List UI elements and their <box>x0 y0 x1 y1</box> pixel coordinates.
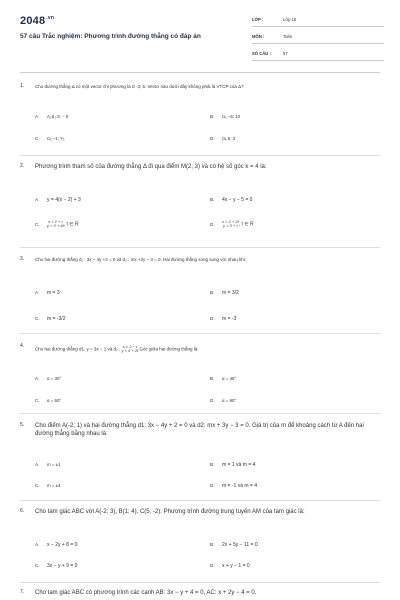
option-d[interactable] <box>210 316 236 322</box>
option-text: m = 1 và m = 4 <box>222 462 256 468</box>
question-divider <box>20 413 380 414</box>
system-line-top: x = 2 + 2t <box>222 219 239 224</box>
logo-main: 2048 <box>20 15 46 27</box>
option-text: α = 90° <box>222 398 237 403</box>
option-c[interactable] <box>35 563 77 569</box>
option-key: C. <box>35 398 40 403</box>
option-text: m = -3/2 <box>47 316 66 322</box>
question-7 <box>20 589 382 600</box>
question-number: 1. <box>20 83 25 89</box>
question-divider <box>20 500 380 501</box>
param-system <box>47 220 64 228</box>
option-text: m = ±4 <box>47 483 61 488</box>
question-5 <box>20 422 382 497</box>
meta-key: LỚP : <box>252 17 264 22</box>
option-key: D. <box>210 398 215 403</box>
option-key: D. <box>210 316 215 321</box>
option-text: u⃗₂ −1; ⁵⁄₃ <box>47 136 65 141</box>
option-text: m = ±1 <box>47 462 61 467</box>
meta-row-subject <box>252 31 384 44</box>
option-c[interactable] <box>35 316 65 322</box>
option-key: C. <box>35 221 40 227</box>
option-text: m = -3 <box>222 316 237 322</box>
header-divider <box>20 72 380 73</box>
meta-row-class <box>252 14 384 27</box>
question-1 <box>20 83 382 153</box>
option-c[interactable] <box>35 220 79 228</box>
option-text: m = 3 <box>47 290 60 296</box>
meta-key: SỐ CÂU : <box>252 51 271 56</box>
option-key: A. <box>35 114 40 119</box>
system-line-bottom: y = 5 + 2t <box>121 348 139 354</box>
page-title: 57 câu Trắc nghiệm: Phương trình đường thẳng có đáp án <box>20 33 201 40</box>
question-text: Cho tam giác ABC với A(-2; 3), B(1; 4), C(5; -2). Phương trình đường trung tuyến AM của tam giác là: <box>35 509 305 515</box>
option-c[interactable] <box>35 136 65 142</box>
option-a[interactable] <box>35 462 61 467</box>
option-text: m = 3/2 <box>222 290 239 296</box>
question-text: Cho tam giác ABC có phương trình các cạnh AB: 3x − y + 4 = 0, AC: x + 2y − 4 = 0, <box>35 590 257 596</box>
question-divider <box>20 247 380 248</box>
option-key: A. <box>35 197 40 202</box>
option-d[interactable] <box>210 483 257 489</box>
option-tail: , t ∈ R <box>63 221 79 228</box>
option-text: 3x − y + 9 = 0 <box>47 563 78 569</box>
logo-suffix: .vn <box>46 15 55 21</box>
option-d[interactable] <box>210 398 236 403</box>
option-text: α = 30° <box>47 376 62 381</box>
meta-value: Toán <box>283 34 293 39</box>
question-6 <box>20 508 382 580</box>
question-2 <box>20 163 382 243</box>
option-key: D. <box>210 136 215 141</box>
option-b[interactable] <box>210 462 255 468</box>
option-text: 4x − y − 5 = 0 <box>222 197 253 203</box>
option-key: B. <box>210 197 215 202</box>
meta-panel <box>252 14 384 65</box>
param-system <box>122 345 139 353</box>
param-system <box>222 220 239 228</box>
system-line-bottom: y = 3 + 4t <box>47 223 64 229</box>
option-text: y = 4(x − 2) + 3 <box>47 197 81 203</box>
option-key: C. <box>35 136 40 141</box>
meta-row-count <box>252 48 384 61</box>
option-key: C. <box>35 563 40 568</box>
option-text: A₂u⃗₁ 3; − 5 <box>47 114 69 119</box>
option-key: C. <box>35 483 40 488</box>
option-key: B. <box>210 462 215 467</box>
option-text: m = -1 và m = 4 <box>222 483 258 489</box>
option-text: u⃗₄ 5; 3 <box>222 136 236 141</box>
question-number: 7. <box>20 589 25 595</box>
option-b[interactable] <box>210 290 239 296</box>
option-a[interactable] <box>35 290 60 296</box>
option-b[interactable] <box>210 197 252 203</box>
page-header <box>0 0 400 80</box>
option-key: A. <box>35 376 40 381</box>
question-text: Cho điểm A(-2; 1) và hai đường thẳng d1: 3x − 4y + 2 = 0 và d2: mx + 3y − 3 = 0. Giá trị của m để khoảng cách từ A đến hai đường thẳng bằng nhau là: <box>35 423 364 438</box>
option-a[interactable] <box>35 542 77 548</box>
option-key: A. <box>35 462 40 467</box>
option-key: D. <box>210 563 215 568</box>
option-text: x − 2y + 8 = 0 <box>47 542 78 548</box>
option-text: 2x + 5y − 11 = 0 <box>222 542 258 548</box>
question-text <box>35 345 380 354</box>
site-logo[interactable] <box>20 15 54 27</box>
question-text: Cho đường thẳng Δ có một vectơ chỉ phương là u⃗ -3; 5. Vectơ nào dưới đây không phải là VTCP của Δ? <box>35 84 244 89</box>
system-line-top: x = 2 + t <box>48 219 63 224</box>
option-key: B. <box>210 114 215 119</box>
option-b[interactable] <box>210 114 240 120</box>
option-key: B. <box>210 376 215 381</box>
question-3 <box>20 256 382 328</box>
question-divider <box>20 582 380 583</box>
option-a[interactable] <box>35 376 61 381</box>
option-key: A. <box>35 290 40 295</box>
question-text-after: Góc giữa hai đường thẳng là: <box>139 346 199 352</box>
option-text: u⃗₃ −6; 10 <box>222 114 241 119</box>
meta-key: MÔN : <box>252 34 265 39</box>
system-line-top: x = 2 − t <box>122 344 138 349</box>
option-a[interactable] <box>35 197 81 203</box>
question-text-before: Cho hai đường thẳng d1: y = 3x − 1 và d₂ : <box>35 346 121 352</box>
question-number: 2. <box>20 163 25 169</box>
question-number: 4. <box>20 343 25 349</box>
option-b[interactable] <box>210 376 236 381</box>
question-number: 5. <box>20 422 25 428</box>
option-d[interactable] <box>210 563 250 569</box>
option-text: α = 45° <box>222 376 237 381</box>
option-d[interactable] <box>210 136 235 142</box>
meta-value: Lớp 10 <box>283 17 297 22</box>
option-key: D. <box>210 221 215 227</box>
option-key: B. <box>210 542 215 547</box>
question-text: Phương trình tham số của đường thẳng Δ đi qua điểm M(2; 3) và có hệ số góc k = 4 là: <box>35 164 267 170</box>
option-c[interactable] <box>35 483 61 488</box>
option-d[interactable] <box>210 220 254 228</box>
question-divider <box>20 155 380 156</box>
option-c[interactable] <box>35 398 61 403</box>
option-a[interactable] <box>35 114 68 120</box>
question-number: 3. <box>20 256 25 262</box>
option-text: x + y − 1 = 0 <box>222 563 250 569</box>
option-b[interactable] <box>210 542 258 548</box>
option-text: α = 60° <box>47 398 62 403</box>
question-number: 6. <box>20 508 25 514</box>
option-key: C. <box>35 316 40 321</box>
system-line-bottom: y = 3 + t <box>223 223 238 229</box>
meta-value: 57 <box>283 51 288 56</box>
question-divider <box>20 333 380 334</box>
option-key: D. <box>210 483 215 488</box>
option-tail: , t ∈ R <box>238 221 254 228</box>
option-key: A. <box>35 542 40 547</box>
question-text: Cho hai đường thẳng d₁ : 3x − 4y +2 = 0 và d₂ : mx +2y − 3 = 0. Hai đường thẳng song song với nhau khi: <box>35 257 247 262</box>
option-key: B. <box>210 290 215 295</box>
